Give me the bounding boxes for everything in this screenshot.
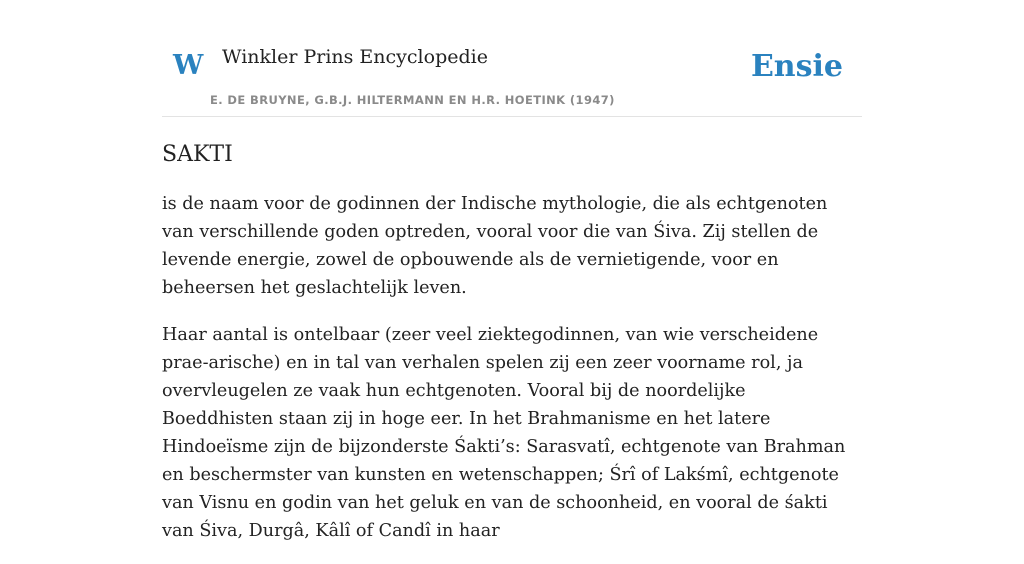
article-paragraph: Haar aantal is ontelbaar (zeer veel ziektegodinnen, van wie verscheidene prae-arische) en in tal van verhalen spelen zij een zeer voorname rol, ja overvleugelen ze vaak hun echtgenoten. Vooral bij de noordelijke Boeddhisten staan zij in hoge eer. In het Brahmanisme en het latere Hindoeïsme zijn de bijzonderste Śakti’s: Sarasvatî, echtgenote van Brahman en beschermster van kunsten en wetenschappen; Śrî of Lakśmî, echtgenote van Visnu en godin van het geluk en van de schoonheid, en vooral de śakti van Śiva, Durgâ, Kâlî of Candî in haar [162, 325, 846, 541]
publication-title[interactable]: Winkler Prins Encyclopedie [222, 46, 488, 68]
publication-authors: E. DE BRUYNE, G.B.J. HILTERMANN EN H.R. HOETINK (1947) [210, 93, 615, 107]
header [162, 0, 862, 117]
winkler-prins-logo[interactable]: W [173, 50, 204, 81]
article-title: SAKTI [162, 142, 233, 167]
ensie-brand-logo[interactable]: Ensie [750, 49, 843, 84]
article-paragraph: is de naam voor de godinnen der Indische mythologie, die als echtgenoten van verschillende goden optreden, vooral voor die van Śiva. Zij stellen de levende energie, zowel de opbouwende als de vernietigende, voor en beheersen het geslachtelijk leven. [162, 194, 828, 298]
article [162, 140, 862, 564]
